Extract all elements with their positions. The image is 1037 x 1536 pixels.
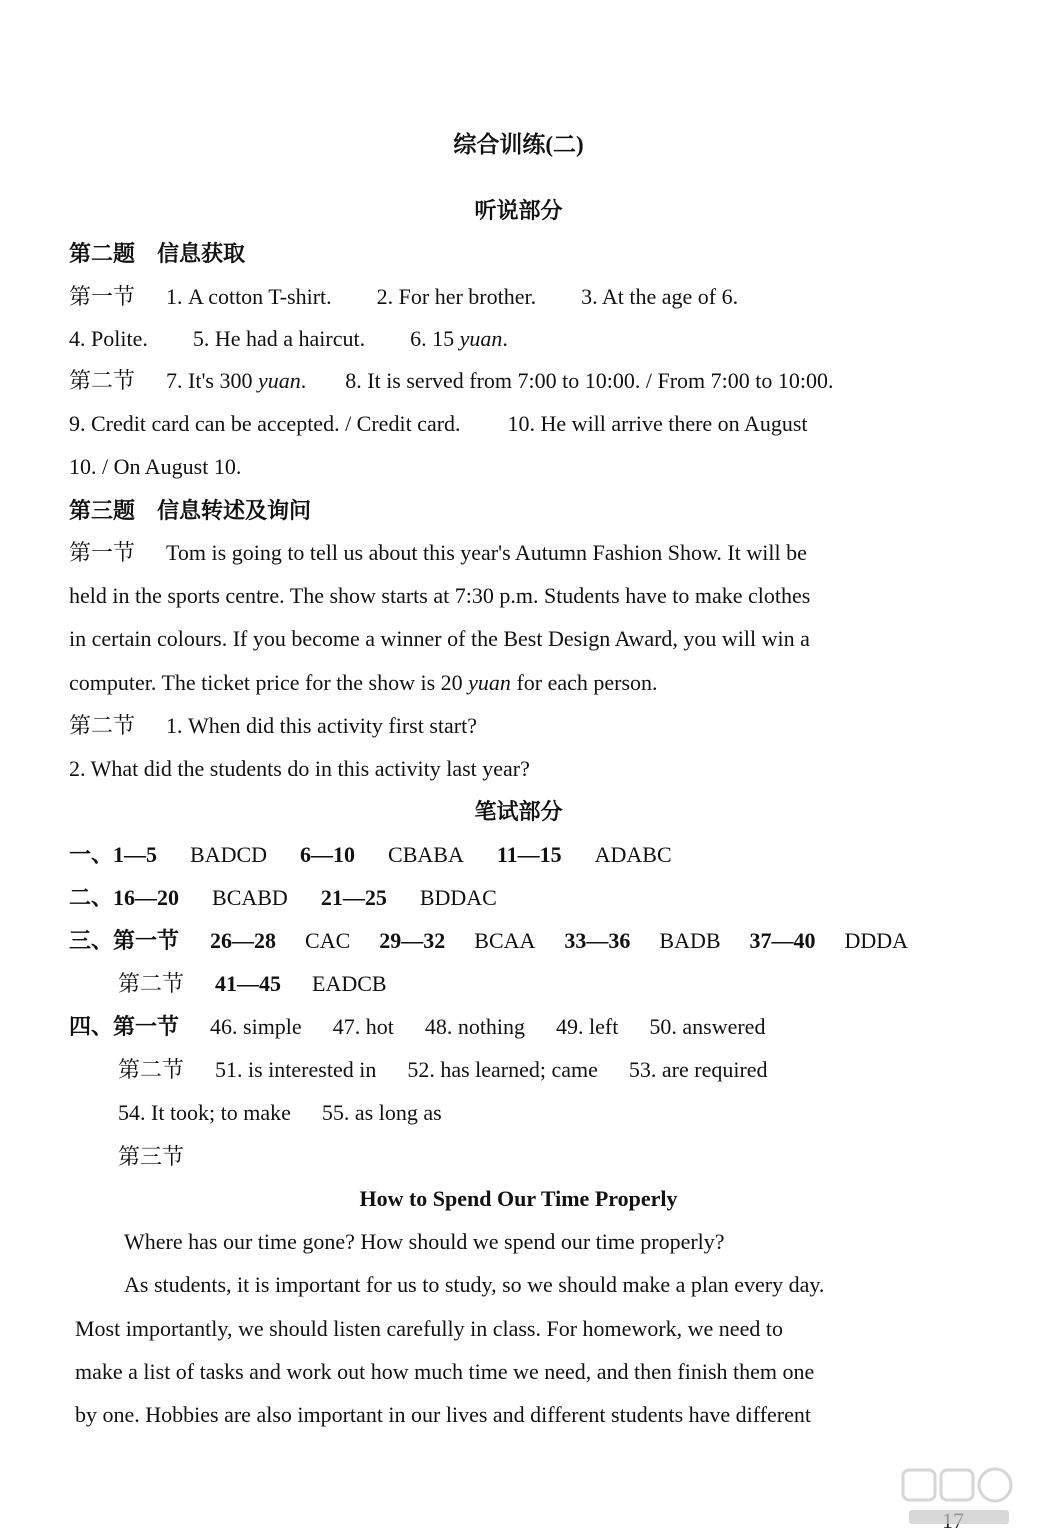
paragraph-text: Tom is going to tell us about this year's Autumn Fashion Show. It will be — [166, 540, 807, 565]
q2-sec1-line — [69, 282, 738, 312]
answer-cell: 37—40 — [749, 928, 816, 953]
answers-row-1 — [69, 840, 672, 870]
answer-cell: 53. are required — [628, 1057, 768, 1082]
answer-cell: 50. answered — [649, 1014, 766, 1039]
answer-cell: 11—15 — [496, 842, 562, 867]
q3-para-line: held in the sports centre. The show starts at 7:30 p.m. Students have to make clothes — [69, 583, 811, 608]
answers-row-3 — [69, 926, 908, 956]
answer-item: 3. At the age of 6. — [581, 284, 739, 309]
answer-item: 10. He will arrive there on August — [507, 411, 808, 436]
answer-cell: BADB — [659, 928, 721, 953]
answer-cell: 51. is interested in — [215, 1057, 377, 1082]
q2-line5: 10. / On August 10. — [69, 454, 242, 479]
q2-line2 — [69, 324, 508, 354]
punctuation: . — [502, 326, 508, 351]
paragraph-text: computer. The ticket price for the show is 20 — [69, 670, 463, 695]
answer-cell: ADABC — [594, 842, 672, 867]
answer-item: 8. It is served from 7:00 to 10:00. / From 7:00 to 10:00. — [345, 368, 834, 393]
answers-row-8: 第三节 — [118, 1144, 185, 1169]
answer-cell: 21—25 — [320, 885, 387, 910]
answer-cell: 46. simple — [210, 1014, 302, 1039]
q3-para-line — [69, 668, 658, 698]
q2-line4 — [69, 409, 808, 439]
answers-row-7 — [118, 1098, 442, 1128]
answer-cell: 第二节 — [118, 971, 185, 996]
answer-cell: BADCD — [190, 842, 268, 867]
answer-item: 1. A cotton T-shirt. — [166, 284, 332, 309]
answer-cell: 47. hot — [332, 1014, 394, 1039]
answer-cell: 第二节 — [118, 1057, 185, 1082]
yuan-word: yuan — [459, 326, 503, 351]
answers-row-5 — [69, 1012, 765, 1042]
section-label: 第二节 — [69, 368, 136, 393]
answer-cell: BDDAC — [419, 885, 497, 910]
section-label: 第一节 — [69, 540, 136, 565]
answer-cell: 一、1—5 — [69, 842, 158, 867]
q2-heading: 第二题 信息获取 — [69, 241, 246, 266]
answer-cell: EADCB — [312, 971, 387, 996]
yuan-word: yuan — [468, 670, 511, 695]
answer-cell: CBABA — [388, 842, 464, 867]
q2-sec2-line — [69, 366, 834, 396]
essay-line: Most importantly, we should listen carefully in class. For homework, we need to — [75, 1316, 783, 1341]
answer-cell: 49. left — [556, 1014, 619, 1039]
answer-cell: 四、第一节 — [69, 1014, 180, 1039]
question-text: 2. What did the students do in this activity last year? — [69, 756, 530, 781]
answer-cell: 52. has learned; came — [407, 1057, 598, 1082]
answer-cell: 6—10 — [300, 842, 356, 867]
punctuation: . — [300, 368, 307, 393]
answer-cell: 三、第一节 — [69, 928, 180, 953]
answer-cell: 55. as long as — [321, 1100, 442, 1125]
watermark-logo — [899, 1466, 1019, 1530]
q3-sec2-line — [69, 711, 477, 741]
section-label: 第二节 — [69, 713, 136, 738]
answer-cell: 33—36 — [564, 928, 631, 953]
essay-line: Where has our time gone? How should we spend our time properly? — [124, 1229, 725, 1254]
answer-item: 5. He had a haircut. — [192, 326, 366, 351]
answers-row-4 — [118, 969, 387, 999]
answer-cell: 41—45 — [215, 971, 282, 996]
answer-item: 2. For her brother. — [376, 284, 537, 309]
answer-cell: 48. nothing — [424, 1014, 526, 1039]
q3-para-line: in certain colours. If you become a winner of the Best Design Award, you will win a — [69, 626, 810, 651]
answer-cell: BCABD — [212, 885, 288, 910]
answer-cell: 54. It took; to make — [118, 1100, 291, 1125]
answers-row-6 — [118, 1055, 768, 1085]
page-title: 综合训练(二) — [453, 132, 584, 157]
question-text: 1. When did this activity first start? — [166, 713, 478, 738]
written-heading: 笔试部分 — [474, 799, 563, 824]
answer-cell: 26—28 — [210, 928, 277, 953]
answer-item: 9. Credit card can be accepted. / Credit card. — [69, 411, 461, 436]
essay-line: make a list of tasks and work out how much time we need, and then finish them one — [75, 1359, 815, 1384]
q3-heading: 第三题 信息转述及询问 — [69, 498, 312, 523]
yuan-word: yuan — [257, 368, 301, 393]
paragraph-text: for each person. — [516, 670, 658, 695]
answer-cell: DDDA — [844, 928, 909, 953]
listening-heading: 听说部分 — [474, 198, 563, 223]
answer-item: 7. It's 300 — [166, 368, 253, 393]
answer-cell: CAC — [305, 928, 351, 953]
answers-row-2 — [69, 883, 497, 913]
answer-cell: 29—32 — [379, 928, 446, 953]
essay-line: by one. Hobbies are also important in our lives and different students have different — [75, 1402, 811, 1427]
answer-cell: BCAA — [474, 928, 536, 953]
essay-title: How to Spend Our Time Properly — [359, 1186, 678, 1211]
answer-cell: 二、16—20 — [69, 885, 180, 910]
answer-item: 4. Polite. — [69, 326, 148, 351]
section-label: 第一节 — [69, 284, 136, 309]
essay-line: As students, it is important for us to study, so we should make a plan every day. — [124, 1272, 825, 1297]
q3-para-line — [69, 538, 807, 568]
answer-item: 6. 15 — [410, 326, 455, 351]
